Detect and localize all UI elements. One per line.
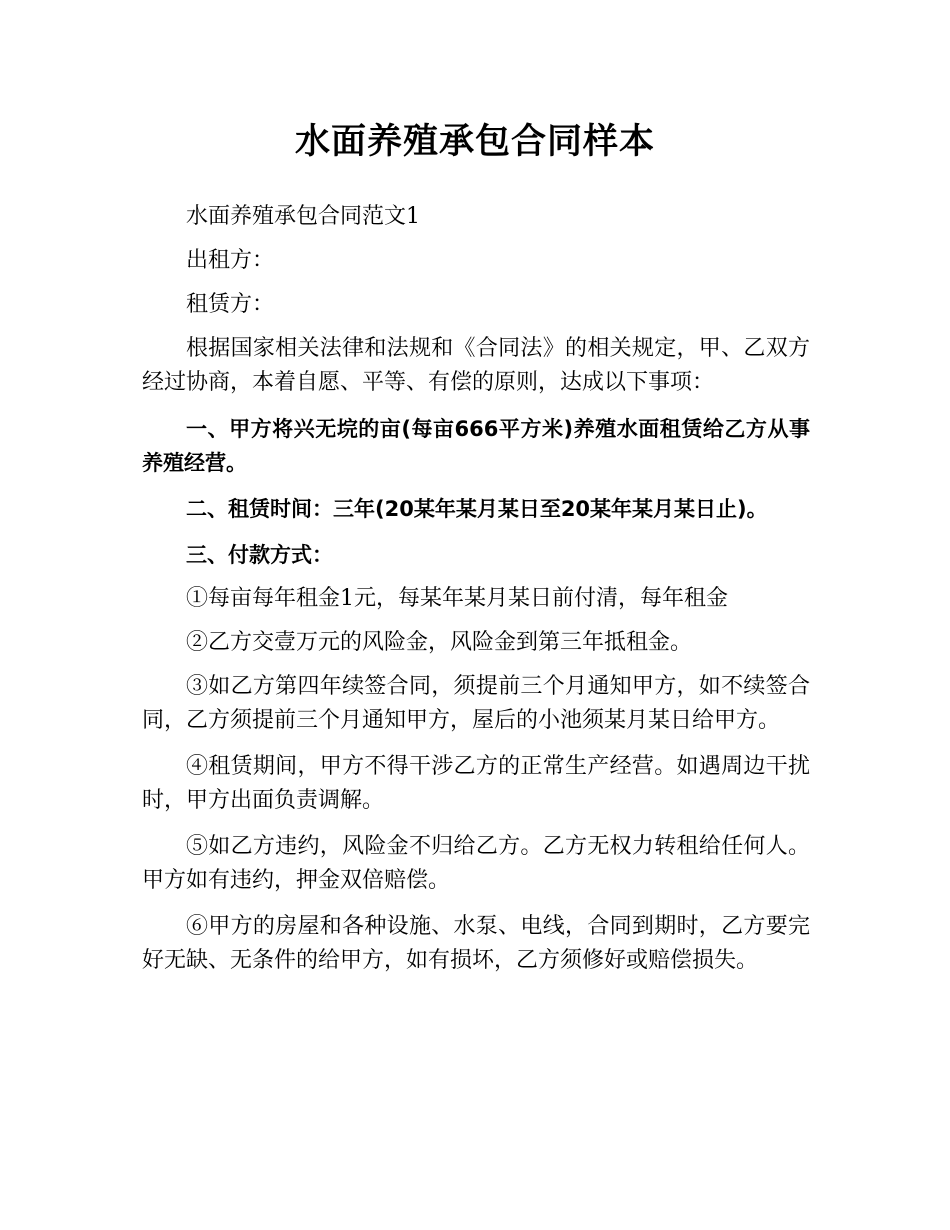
payment-item-1: ①每亩每年租金1元，每某年某月某日前付清，每年租金	[186, 586, 728, 611]
clause-3-heading: 三、付款方式：	[186, 543, 333, 567]
paragraph-subtitle: 水面养殖承包合同范文1	[186, 204, 420, 229]
payment-item-4: ④租赁期间，甲方不得干涉乙方的正常生产经营。如遇周边干扰时，甲方出面负责调解。	[142, 754, 810, 813]
payment-item-2: ②乙方交壹万元的风险金，风险金到第三年抵租金。	[186, 630, 693, 655]
paragraph-lessee: 租赁方：	[186, 292, 275, 317]
clause-1: 一、甲方将兴无垸的亩(每亩666平方米)养殖水面租赁给乙方从事养殖经营。	[142, 417, 810, 475]
document-title: 水面养殖承包合同样本	[294, 122, 655, 162]
payment-item-5: ⑤如乙方违约，风险金不归给乙方。乙方无权力转租给任何人。甲方如有违约，押金双倍赔偿。	[142, 834, 810, 893]
paragraph-preamble: 根据国家相关法律和法规和《合同法》的相关规定，甲、乙双方经过协商，本着自愿、平等、有偿的原则，达成以下事项：	[142, 336, 810, 395]
document-body	[142, 200, 810, 990]
paragraph-lessor: 出租方：	[186, 248, 275, 273]
payment-item-6: ⑥甲方的房屋和各种设施、水泵、电线，合同到期时，乙方要完好无缺、无条件的给甲方，如有损坏，乙方须修好或赔偿损失。	[142, 914, 810, 973]
payment-item-3: ③如乙方第四年续签合同，须提前三个月通知甲方，如不续签合同，乙方须提前三个月通知甲方，屋后的小池须某月某日给甲方。	[142, 674, 810, 733]
clause-2: 二、租赁时间：三年(20某年某月某日至20某年某月某日止)。	[186, 497, 768, 521]
